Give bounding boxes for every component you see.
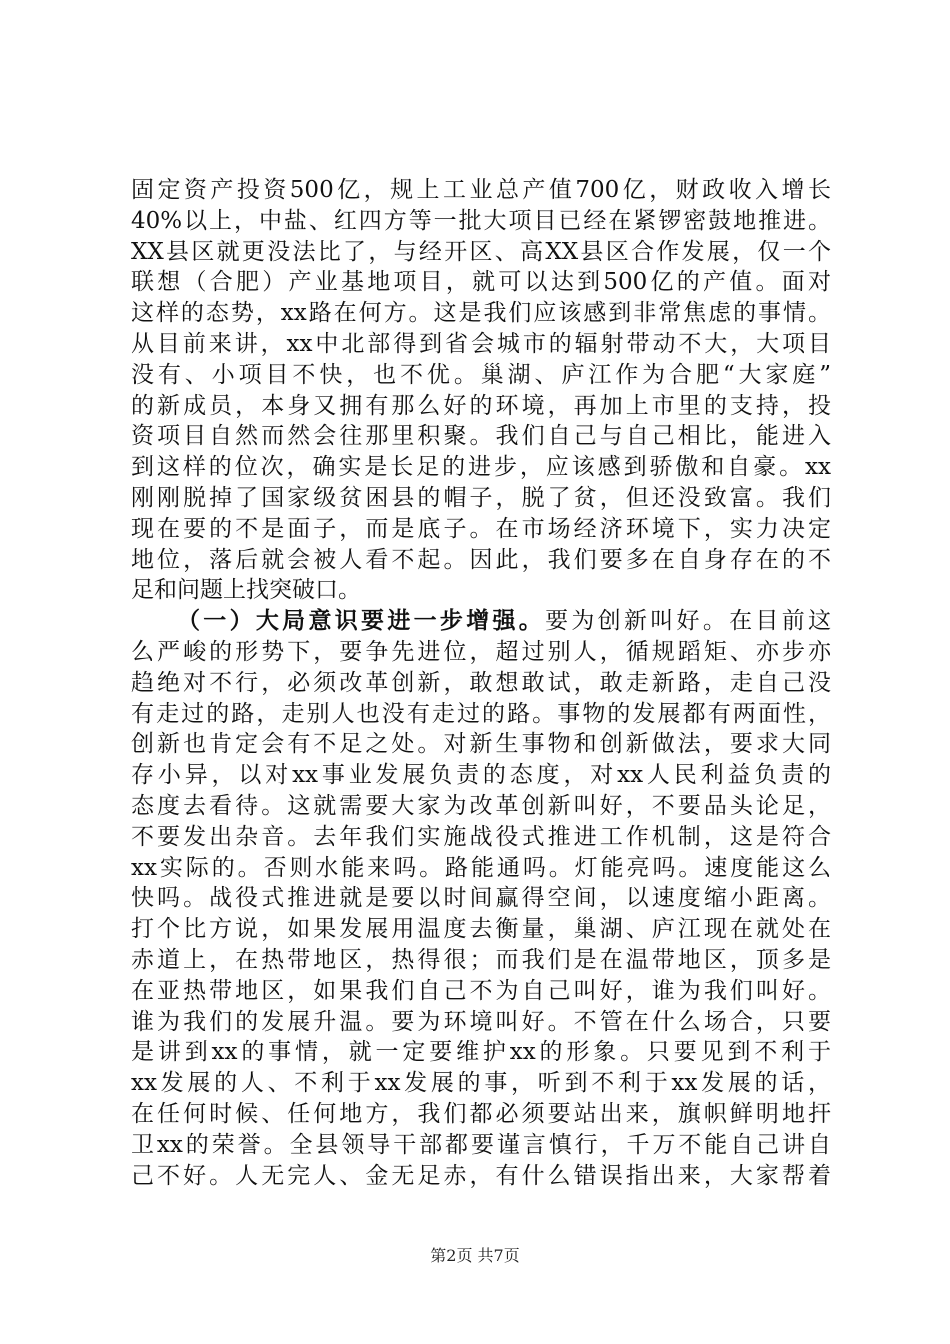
body-line: 地位，落后就会被人看不起。因此，我们要多在自身存在的不: [131, 546, 831, 573]
section-heading: （一）大局意识要进一步增强。: [177, 607, 546, 635]
body-line: 40%以上，中盐、红四方等一批大项目已经在紧锣密鼓地推进。: [131, 207, 831, 234]
section-line: 己不好。人无完人、金无足赤，有什么错误指出来，大家帮着: [131, 1162, 831, 1189]
section-line: 是讲到xx的事情，就一定要维护xx的形象。只要见到不利于: [131, 1039, 831, 1066]
section-line: xx实际的。否则水能来吗。路能通吗。灯能亮吗。速度能这么: [131, 854, 831, 881]
body-line: 联想（合肥）产业基地项目，就可以达到500亿的产值。面对: [131, 269, 831, 296]
section-line: 快吗。战役式推进就是要以时间赢得空间，以速度缩小距离。: [131, 885, 831, 912]
section-line: 趋绝对不行，必须改革创新，敢想敢试，敢走新路，走自己没: [131, 669, 831, 696]
section-line: 在任何时候、任何地方，我们都必须要站出来，旗帜鲜明地扞: [131, 1100, 831, 1127]
body-text: [131, 175, 831, 1191]
section-line: 创新也肯定会有不足之处。对新生事物和创新做法，要求大同: [131, 731, 831, 758]
body-line: 固定资产投资500亿，规上工业总产值700亿，财政收入增长: [131, 177, 831, 203]
body-line: 资项目自然而然会往那里积聚。我们自己与自己相比，能进入: [131, 423, 831, 450]
section-line: 卫xx的荣誉。全县领导干部都要谨言慎行，千万不能自己讲自: [131, 1131, 831, 1158]
section-line: 赤道上，在热带地区，热得很；而我们是在温带地区，顶多是: [131, 946, 831, 973]
body-line: 现在要的不是面子，而是底子。在市场经济环境下，实力决定: [131, 515, 831, 542]
section-line: 不要发出杂音。去年我们实施战役式推进工作机制，这是符合: [131, 823, 831, 850]
section-line: 么严峻的形势下，要争先进位，超过别人，循规蹈矩、亦步亦: [131, 638, 831, 665]
section-line: 谁为我们的发展升温。要为环境叫好。不管在什么场合，只要: [131, 1008, 831, 1035]
page-number: 第2页 共7页: [430, 1246, 520, 1265]
section-line: 态度去看待。这就需要大家为改革创新叫好，不要品头论足，: [131, 792, 831, 819]
body-line: 没有、小项目不快，也不优。巢湖、庐江作为合肥“大家庭”: [131, 361, 831, 388]
body-line: 足和问题上找突破口。: [131, 577, 361, 604]
body-line: XX县区就更没法比了，与经开区、高XX县区合作发展，仅一个: [131, 238, 831, 265]
body-line: 从目前来讲，xx中北部得到省会城市的辐射带动不大，大项目: [131, 330, 831, 357]
section-line: xx发展的人、不利于xx发展的事，听到不利于xx发展的话，: [131, 1070, 831, 1097]
section-line: 存小异，以对xx事业发展负责的态度，对xx人民利益负责的: [131, 762, 831, 789]
section-first-line: [131, 606, 831, 637]
body-line: 到这样的位次，确实是长足的进步，应该感到骄傲和自豪。xx: [131, 454, 831, 481]
section-line: 在亚热带地区，如果我们自己不为自己叫好，谁为我们叫好。: [131, 977, 831, 1004]
section-first-line-text: 要为创新叫好。在目前这: [545, 608, 832, 635]
body-line: 的新成员，本身又拥有那么好的环境，再加上市里的支持，投: [131, 392, 831, 419]
section-line: 有走过的路，走别人也没有走过的路。事物的发展都有两面性，: [131, 700, 831, 727]
page-footer: [0, 1243, 950, 1266]
section-line: 打个比方说，如果发展用温度去衡量，巢湖、庐江现在就处在: [131, 916, 831, 943]
body-line: 刚刚脱掉了国家级贫困县的帽子，脱了贫，但还没致富。我们: [131, 484, 831, 511]
body-line: 这样的态势，xx路在何方。这是我们应该感到非常焦虑的事情。: [131, 300, 831, 327]
